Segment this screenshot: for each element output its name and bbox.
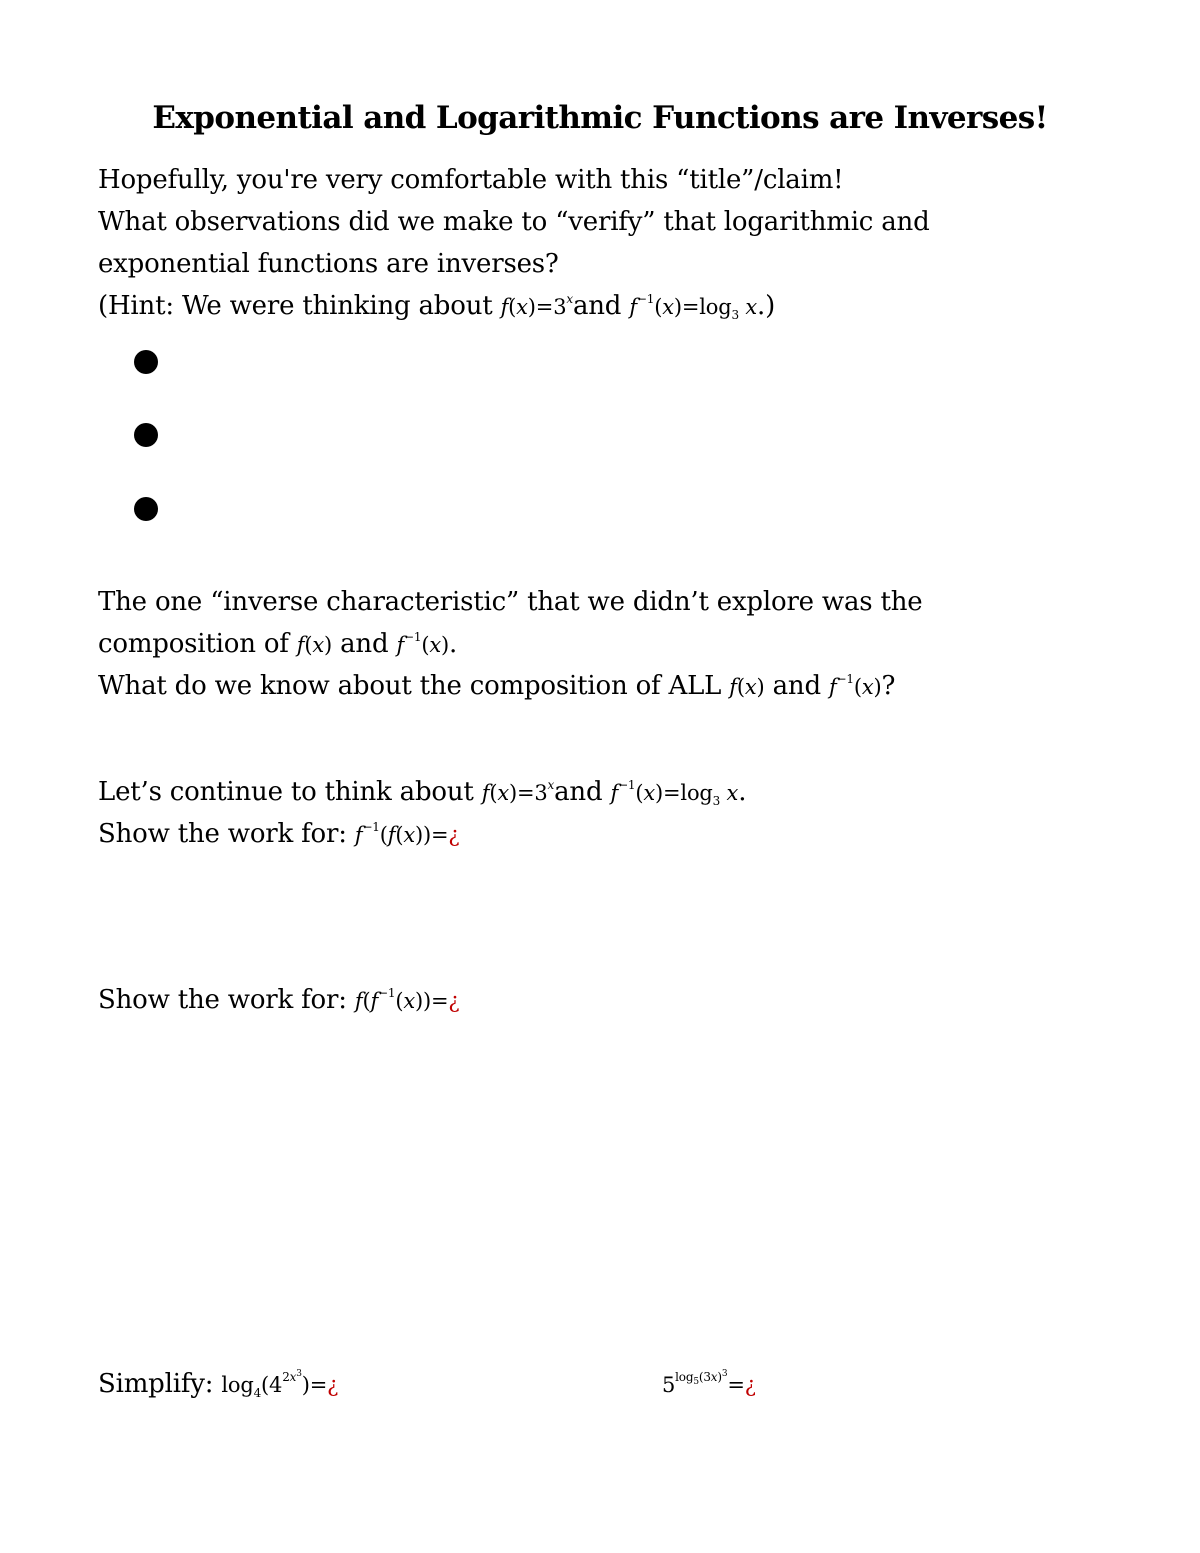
hint-line — [98, 291, 775, 322]
show-work-line-1: Show the work for: $f^{-1}(f(x))=¿$ — [98, 819, 460, 849]
hint-finv-equation: $f^{-1}(x)=\log_3$ x — [629, 292, 758, 322]
intro-line-1: Hopefully, you're very comfortable with this “title”/claim! — [98, 165, 844, 195]
bullet-point-3 — [134, 497, 158, 521]
hint-suffix: .) — [757, 291, 776, 321]
finv-of-f-expression: $f^{-1}(f(x))=¿$ — [354, 820, 460, 847]
f-of-x: f(x) — [729, 675, 765, 699]
composition-line-3: What do we know about the composition of ALL f(x) and $f^{-1}(x)$? — [98, 671, 896, 701]
page-title: Exponential and Logarithmic Functions are Inverses! — [152, 100, 1048, 136]
hint-f-equation: $f(x)=3^x$ — [500, 292, 573, 319]
composition-line-2: composition of f(x) and $f^{-1}(x)$. — [98, 629, 458, 659]
intro-line-2: What observations did we make to “verify” that logarithmic and — [98, 207, 930, 237]
power-five-expression: $5^{log_5(3x)^3}=¿$ — [662, 1369, 756, 1397]
continue-line: Let’s continue to think about $f(x)=3^xand$ $f^{-1}(x)=\log_3$ x. — [98, 777, 747, 808]
finv-equation: $f^{-1}(x)=\log_3$ x — [610, 778, 739, 808]
bullet-point-2 — [134, 423, 158, 447]
bullet-point-1 — [134, 350, 158, 374]
log4-expression: $\log_4(4^{2x^3})=¿$ — [221, 1369, 339, 1400]
composition-line-1: The one “inverse characteristic” that we didn’t explore was the — [98, 587, 923, 617]
hint-prefix: (Hint: We were thinking about — [98, 291, 501, 321]
f-of-x: f(x) — [296, 633, 333, 657]
intro-line-3: exponential functions are inverses? — [98, 249, 559, 279]
show-work-line-2: Show the work for: $f(f^{-1}(x))=¿$ — [98, 985, 460, 1015]
simplify-line: Simplify: $\log_4(4^{2x^3})=¿$ — [98, 1369, 339, 1400]
f-equation: $f(x)=3^x$ — [481, 778, 555, 805]
f-of-finv-expression: $f(f^{-1}(x))=¿$ — [354, 986, 460, 1013]
finv-of-x: $f^{-1}(x)$ — [396, 630, 449, 657]
finv-of-x: $f^{-1}(x)$ — [828, 672, 882, 699]
hint-mid: and — [572, 291, 630, 321]
